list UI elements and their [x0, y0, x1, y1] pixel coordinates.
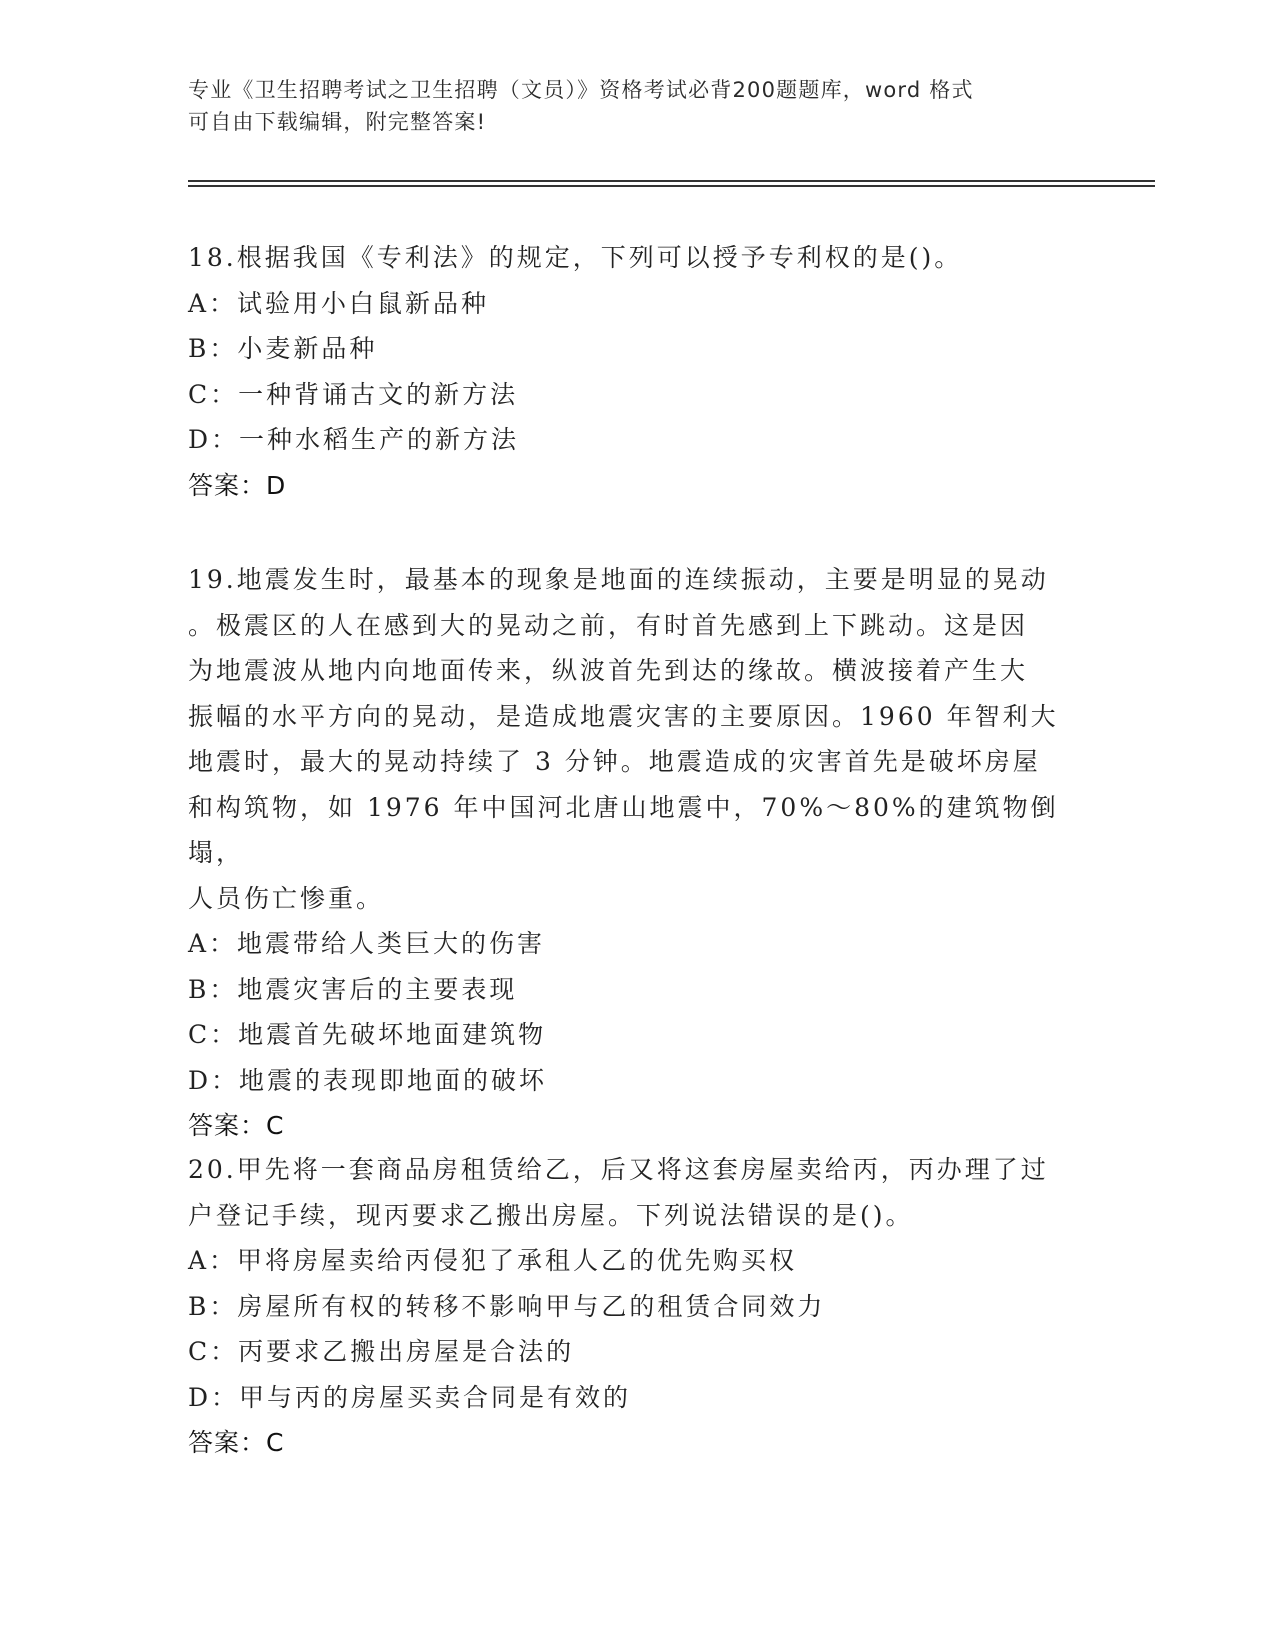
- option-c: C：丙要求乙搬出房屋是合法的: [188, 1337, 575, 1366]
- question-stem-line: 20.甲先将一套商品房租赁给乙，后又将这套房屋卖给丙，丙办理了过: [188, 1155, 1049, 1184]
- question-stem-line: 19.地震发生时，最基本的现象是地面的连续振动，主要是明显的晃动: [188, 565, 1049, 594]
- header-divider-top: [188, 180, 1155, 182]
- question-stem-line: 为地震波从地内向地面传来，纵波首先到达的缘故。横波接着产生大: [188, 656, 1029, 685]
- option-d: D：甲与丙的房屋买卖合同是有效的: [188, 1382, 632, 1412]
- question-stem-line: 和构筑物，如 1976 年中国河北唐山地震中，70%～80%的建筑物倒塌，: [188, 792, 1059, 867]
- question-stem-line: 地震时，最大的晃动持续了 3 分钟。地震造成的灾害首先是破坏房屋: [188, 747, 1041, 776]
- question-18: [188, 235, 1088, 508]
- option-c: C：一种背诵古文的新方法: [188, 379, 519, 409]
- option-b: B：小麦新品种: [188, 334, 378, 363]
- header-line-1: 专业《卫生招聘考试之卫生招聘（文员）》资格考试必背200题题库，word 格式: [188, 78, 974, 102]
- question-stem-line: 振幅的水平方向的晃动，是造成地震灾害的主要原因。1960 年智利大: [188, 701, 1059, 731]
- option-c: C：地震首先破坏地面建筑物: [188, 1020, 547, 1049]
- option-a: A：甲将房屋卖给丙侵犯了承租人乙的优先购买权: [188, 1246, 798, 1275]
- option-b: B：房屋所有权的转移不影响甲与乙的租赁合同效力: [188, 1291, 826, 1321]
- question-stem-line: 。极震区的人在感到大的晃动之前，有时首先感到上下跳动。这是因: [188, 610, 1029, 640]
- answer: 答案：C: [188, 1111, 285, 1140]
- question-stem-line: 18.根据我国《专利法》的规定，下列可以授予专利权的是()。: [188, 243, 963, 272]
- answer: 答案：C: [188, 1428, 285, 1457]
- answer: 答案：D: [188, 470, 287, 500]
- option-b: B：地震灾害后的主要表现: [188, 974, 518, 1004]
- option-a: A：地震带给人类巨大的伤害: [188, 929, 546, 958]
- document-header: [188, 74, 1068, 138]
- header-line-2: 可自由下载编辑，附完整答案!: [188, 110, 487, 134]
- option-d: D：一种水稻生产的新方法: [188, 425, 520, 454]
- header-divider-bottom: [188, 185, 1155, 187]
- question-stem-line: 户登记手续，现丙要求乙搬出房屋。下列说法错误的是()。: [188, 1200, 914, 1230]
- question-20: [188, 1147, 1088, 1466]
- option-d: D：地震的表现即地面的破坏: [188, 1065, 548, 1095]
- question-19: [188, 557, 1088, 1149]
- option-a: A：试验用小白鼠新品种: [188, 288, 490, 318]
- question-stem-line: 人员伤亡惨重。: [188, 883, 385, 913]
